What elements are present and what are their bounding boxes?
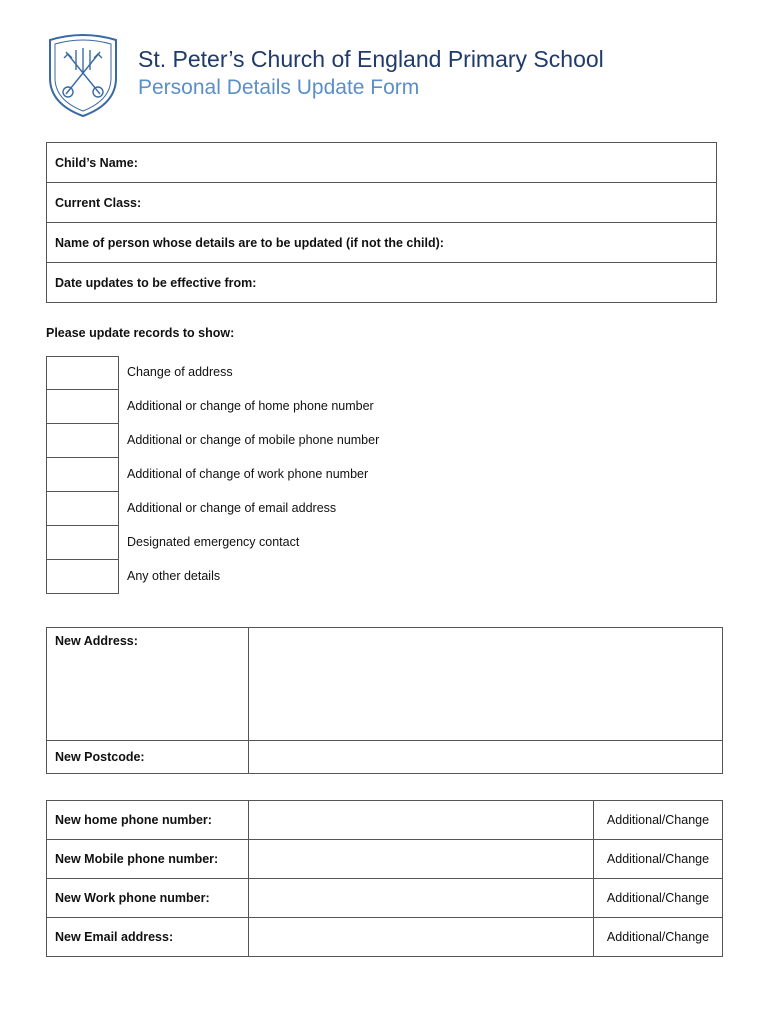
new-address-input[interactable]: [249, 628, 723, 741]
checkbox-mobile-phone[interactable]: [46, 423, 119, 458]
mobile-phone-option[interactable]: Additional/Change: [594, 840, 723, 879]
effective-date-field[interactable]: Date updates to be effective from:: [47, 263, 717, 303]
address-table: [46, 627, 723, 774]
mobile-phone-input[interactable]: [249, 840, 594, 879]
details-row-childs-name[interactable]: [47, 143, 717, 183]
childs-name-field[interactable]: Child’s Name:: [47, 143, 717, 183]
current-class-field[interactable]: Current Class:: [47, 183, 717, 223]
mobile-phone-label: New Mobile phone number:: [47, 840, 249, 879]
details-row-current-class[interactable]: [47, 183, 717, 223]
home-phone-input[interactable]: [249, 801, 594, 840]
contact-row-mobile-phone: [47, 840, 723, 879]
new-postcode-label: New Postcode:: [47, 741, 249, 774]
details-row-effective-date[interactable]: [47, 263, 717, 303]
new-address-label: New Address:: [47, 628, 249, 741]
contact-row-email: [47, 918, 723, 957]
checkbox-work-phone[interactable]: [46, 457, 119, 492]
option-label: Designated emergency contact: [127, 535, 300, 549]
email-label: New Email address:: [47, 918, 249, 957]
checkbox-email-address[interactable]: [46, 491, 119, 526]
home-phone-option[interactable]: Additional/Change: [594, 801, 723, 840]
option-label: Any other details: [127, 569, 221, 583]
person-name-field[interactable]: Name of person whose details are to be updated (if not the child):: [47, 223, 717, 263]
new-postcode-input[interactable]: [249, 741, 723, 774]
option-label: Additional or change of email address: [127, 501, 337, 515]
work-phone-option[interactable]: Additional/Change: [594, 879, 723, 918]
work-phone-label: New Work phone number:: [47, 879, 249, 918]
checkbox-home-phone[interactable]: [46, 389, 119, 424]
header: [138, 44, 604, 102]
work-phone-input[interactable]: [249, 879, 594, 918]
checkbox-emergency-contact[interactable]: [46, 525, 119, 560]
contact-row-work-phone: [47, 879, 723, 918]
school-name: St. Peter’s Church of England Primary School: [138, 46, 604, 72]
details-table: [46, 142, 717, 303]
home-phone-label: New home phone number:: [47, 801, 249, 840]
checkbox-change-of-address[interactable]: [46, 356, 119, 390]
checkbox-other-details[interactable]: [46, 559, 119, 594]
details-row-person-name[interactable]: [47, 223, 717, 263]
school-crest-logo: [46, 32, 120, 118]
update-prompt: Please update records to show:: [46, 326, 235, 340]
contact-row-home-phone: [47, 801, 723, 840]
email-option[interactable]: Additional/Change: [594, 918, 723, 957]
email-input[interactable]: [249, 918, 594, 957]
option-label: Additional of change of work phone number: [127, 467, 369, 481]
form-title: Personal Details Update Form: [138, 76, 420, 99]
option-label: Change of address: [127, 365, 233, 379]
option-label: Additional or change of mobile phone number: [127, 433, 380, 447]
contact-table: [46, 800, 723, 957]
option-label: Additional or change of home phone number: [127, 399, 374, 413]
